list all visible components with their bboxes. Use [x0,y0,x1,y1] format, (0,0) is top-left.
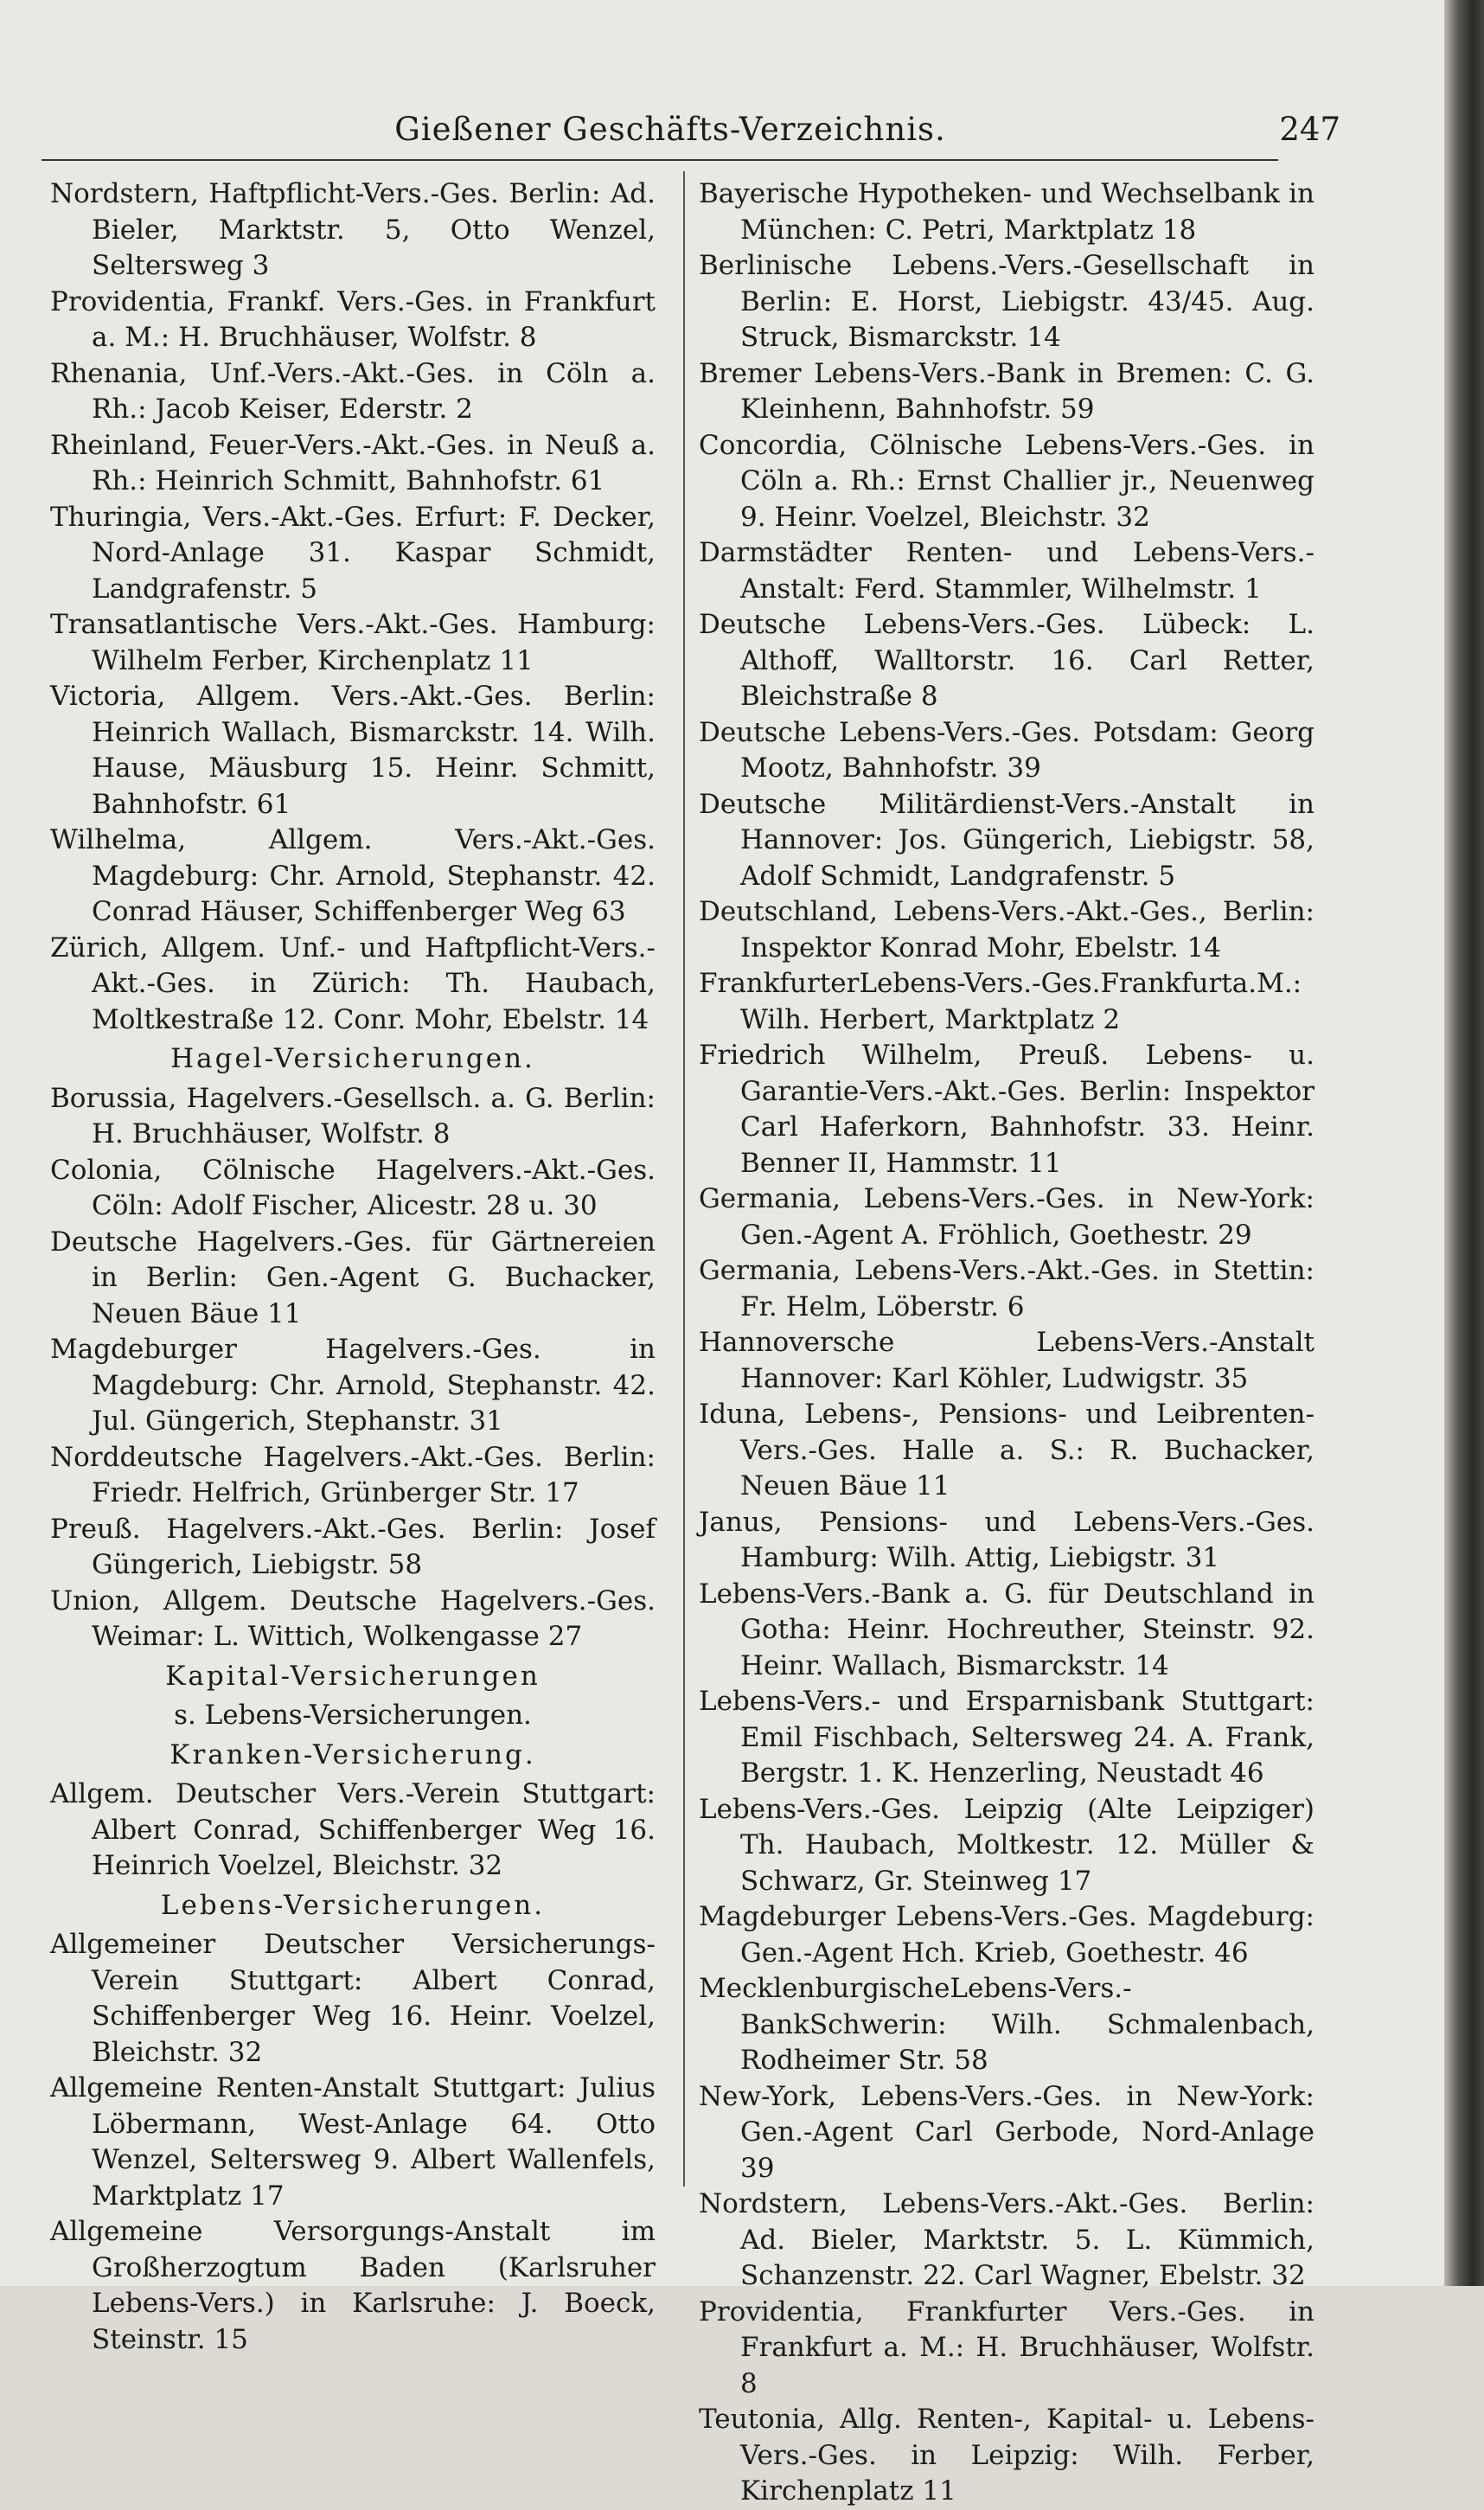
section-heading: Kapital-Versicherungen [165,1660,541,1692]
directory-entry: Transatlantische Vers.-Akt.-Ges. Hamburg: Wilhelm Ferber, Kirchenplatz 11 [50,609,656,676]
section-heading: Kranken-Versicherung. [170,1738,536,1770]
directory-entry: Lebens-Vers.-Bank a. G. für Deutschland in Gotha: Heinr. Hochreuther, Steinstr. 92. Heinr. Wallach, Bismarckstr. 14 [699,1578,1314,1681]
directory-entry: Rheinland, Feuer-Vers.-Akt.-Ges. in Neuß a. Rh.: Heinrich Schmitt, Bahnhofstr. 61 [50,429,656,496]
cross-reference: s. Lebens-Versicherungen. [174,1700,532,1731]
directory-entry: FrankfurterLebens-Vers.-Ges.Frankfurta.M.: Wilh. Herbert, Marktplatz 2 [699,968,1302,1035]
directory-entry: Bayerische Hypotheken- und Wechselbank in München: C. Petri, Marktplatz 18 [699,178,1314,246]
directory-entry: MecklenburgischeLebens-Vers.-BankSchwerin: Wilh. Schmalenbach, Rodheimer Str. 58 [699,1973,1314,2076]
directory-entry: Germania, Lebens-Vers.-Ges. in New-York: Gen.-Agent A. Fröhlich, Goethestr. 29 [699,1183,1314,1251]
directory-entry: Providentia, Frankf. Vers.-Ges. in Frankfurt a. M.: H. Bruchhäuser, Wolfstr. 8 [50,285,656,353]
directory-entry: Deutsche Lebens-Vers.-Ges. Lübeck: L. Althoff, Walltorstr. 16. Carl Retter, Bleichstraße 8 [699,609,1314,712]
directory-entry: Nordstern, Haftpflicht-Vers.-Ges. Berlin: Ad. Bieler, Marktstr. 5, Otto Wenzel, Seltersweg 3 [50,178,656,281]
left-column [50,176,656,2358]
directory-entry: Allgemeine Versorgungs-Anstalt im Großherzogtum Baden (Karlsruher Lebens-Vers.) in Karlsruhe: J. Boeck, Steinstr. 15 [50,2216,656,2355]
directory-entry: Hannoversche Lebens-Vers.-Anstalt Hannover: Karl Köhler, Ludwigstr. 35 [699,1327,1314,1394]
section-heading: Lebens-Versicherungen. [160,1889,546,1921]
directory-entry: Lebens-Vers.-Ges. Leipzig (Alte Leipziger) Th. Haubach, Moltkestr. 12. Müller & Schwarz, Gr. Steinweg 17 [699,1793,1314,1897]
directory-entry: Rhenania, Unf.-Vers.-Akt.-Ges. in Cöln a. Rh.: Jacob Keiser, Ederstr. 2 [50,357,656,425]
page-number: 247 [1279,111,1340,148]
directory-entry: Nordstern, Lebens-Vers.-Akt.-Ges. Berlin: Ad. Bieler, Marktstr. 5. L. Kümmich, Schanzenstr. 22. Carl Wagner, Ebelstr. 32 [699,2188,1314,2291]
directory-entry: New-York, Lebens-Vers.-Ges. in New-York: Gen.-Agent Carl Gerbode, Nord-Anlage 39 [699,2080,1314,2184]
directory-entry: Deutschland, Lebens-Vers.-Akt.-Ges., Berlin: Inspektor Konrad Mohr, Ebelstr. 14 [699,896,1314,964]
directory-entry: Norddeutsche Hagelvers.-Akt.-Ges. Berlin: Friedr. Helfrich, Grünberger Str. 17 [50,1441,656,1508]
directory-entry: Magdeburger Lebens-Vers.-Ges. Magdeburg: Gen.-Agent Hch. Krieb, Goethestr. 46 [699,1901,1314,1969]
directory-entry: Concordia, Cölnische Lebens-Vers.-Ges. in Cöln a. Rh.: Ernst Challier jr., Neuenweg 9. Heinr. Voelzel, Bleichstr. 32 [699,429,1314,533]
header-rule [42,159,1278,161]
directory-entry: Deutsche Militärdienst-Vers.-Anstalt in Hannover: Jos. Güngerich, Liebigstr. 58, Adolf Schmidt, Landgrafenstr. 5 [699,788,1314,892]
directory-entry: Victoria, Allgem. Vers.-Akt.-Ges. Berlin: Heinrich Wallach, Bismarckstr. 14. Wilh. Hause, Mäusburg 15. Heinr. Schmitt, Bahnhofstr. 61 [50,681,656,820]
directory-entry: Magdeburger Hagelvers.-Ges. in Magdeburg: Chr. Arnold, Stephanstr. 42. Jul. Güngerich, Stephanstr. 31 [50,1334,656,1437]
directory-entry: Allgem. Deutscher Vers.-Verein Stuttgart: Albert Conrad, Schiffenberger Weg 16. Heinrich Voelzel, Bleichstr. 32 [50,1778,656,1881]
directory-entry: Germania, Lebens-Vers.-Akt.-Ges. in Stettin: Fr. Helm, Löberstr. 6 [699,1255,1314,1322]
directory-entry: Iduna, Lebens-, Pensions- und Leibrenten-Vers.-Ges. Halle a. S.: R. Buchacker, Neuen Bäue 11 [699,1399,1314,1502]
directory-entry: Berlinische Lebens.-Vers.-Gesellschaft in Berlin: E. Horst, Liebigstr. 43/45. Aug. Struck, Bismarckstr. 14 [699,250,1314,353]
directory-entry: Bremer Lebens-Vers.-Bank in Bremen: C. G. Kleinhenn, Bahnhofstr. 59 [699,357,1314,425]
directory-entry: Deutsche Hagelvers.-Ges. für Gärtnereien in Berlin: Gen.-Agent G. Buchacker, Neuen Bäue 11 [50,1226,656,1329]
right-column [699,176,1314,2510]
directory-entry: Zürich, Allgem. Unf.- und Haftpflicht-Vers.-Akt.-Ges. in Zürich: Th. Haubach, Moltkestraße 12. Conr. Mohr, Ebelstr. 14 [50,932,656,1035]
directory-entry: Friedrich Wilhelm, Preuß. Lebens- u. Garantie-Vers.-Akt.-Ges. Berlin: Inspektor Carl Haferkorn, Bahnhofstr. 33. Heinr. Benner II, Hammstr. 11 [699,1040,1314,1179]
directory-entry: Allgemeine Renten-Anstalt Stuttgart: Julius Löbermann, West-Anlage 64. Otto Wenzel, Seltersweg 9. Albert Wallenfels, Marktplatz 17 [50,2072,656,2212]
directory-entry: Providentia, Frankfurter Vers.-Ges. in Frankfurt a. M.: H. Bruchhäuser, Wolfstr. 8 [699,2295,1314,2399]
directory-entry: Teutonia, Allg. Renten-, Kapital- u. Lebens-Vers.-Ges. in Leipzig: Wilh. Ferber, Kirchenplatz 11 [699,2404,1314,2507]
book-gutter [1444,0,1484,2286]
directory-entry: Wilhelma, Allgem. Vers.-Akt.-Ges. Magdeburg: Chr. Arnold, Stephanstr. 42. Conrad Häuser, Schiffenberger Weg 63 [50,824,656,927]
directory-entry: Colonia, Cölnische Hagelvers.-Akt.-Ges. Cöln: Adolf Fischer, Alicestr. 28 u. 30 [50,1154,656,1221]
directory-entry: Union, Allgem. Deutsche Hagelvers.-Ges. Weimar: L. Wittich, Wolkengasse 27 [50,1585,656,1652]
directory-entry: Deutsche Lebens-Vers.-Ges. Potsdam: Georg Mootz, Bahnhofstr. 39 [699,716,1314,784]
directory-entry: Thuringia, Vers.-Akt.-Ges. Erfurt: F. Decker, Nord-Anlage 31. Kaspar Schmidt, Landgrafenstr. 5 [50,501,656,605]
running-title: Gießener Geschäfts-Verzeichnis. [394,111,946,148]
page-header [43,111,1340,163]
directory-entry: Janus, Pensions- und Lebens-Vers.-Ges. Hamburg: Wilh. Attig, Liebigstr. 31 [699,1506,1314,1573]
directory-entry: Preuß. Hagelvers.-Akt.-Ges. Berlin: Josef Güngerich, Liebigstr. 58 [50,1513,656,1580]
directory-entry: Borussia, Hagelvers.-Gesellsch. a. G. Berlin: H. Bruchhäuser, Wolfstr. 8 [50,1082,656,1149]
section-heading: Hagel-Versicherungen. [170,1043,535,1074]
directory-entry: Allgemeiner Deutscher Versicherungs-Verein Stuttgart: Albert Conrad, Schiffenberger Weg 16. Heinr. Voelzel, Bleichstr. 32 [50,1929,656,2068]
directory-entry: Lebens-Vers.- und Ersparnisbank Stuttgart: Emil Fischbach, Seltersweg 24. A. Frank, Bergstr. 1. K. Henzerling, Neustadt 46 [699,1686,1314,1789]
column-divider [683,171,685,2187]
directory-entry: Darmstädter Renten- und Lebens-Vers.-Anstalt: Ferd. Stammler, Wilhelmstr. 1 [699,537,1314,605]
